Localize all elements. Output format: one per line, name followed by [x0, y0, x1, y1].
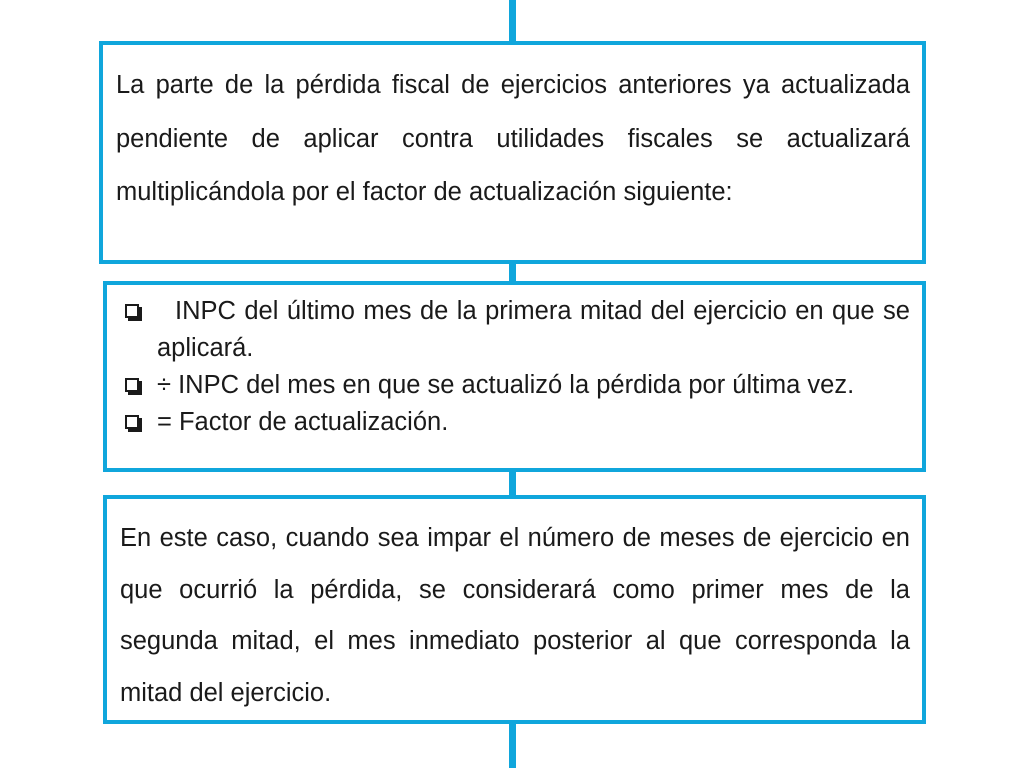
list-item-label: INPC del último mes de la primera mitad del ejercicio en que se aplicará. — [157, 297, 910, 362]
text-box-formula — [103, 281, 926, 472]
text-box-odd-months — [103, 495, 926, 724]
list-item — [119, 293, 910, 367]
connector-line-top — [509, 0, 516, 42]
list-item-label: = Factor de actualización. — [157, 408, 449, 436]
text-box-rule — [99, 41, 926, 264]
rule-paragraph: La parte de la pérdida fiscal de ejercicios anteriores ya actualizada pendiente de aplicar contra utilidades fiscales se actualizará multiplicándola por el factor de actualización siguiente: — [116, 71, 910, 206]
hollow-square-bullet-icon — [125, 304, 139, 318]
hollow-square-bullet-icon — [125, 378, 139, 392]
list-item — [119, 404, 910, 441]
list-item-label: ÷ INPC del mes en que se actualizó la pérdida por última vez. — [157, 371, 855, 399]
list-item — [119, 367, 910, 404]
hollow-square-bullet-icon — [125, 415, 139, 429]
connector-line-2 — [509, 470, 516, 498]
connector-line-bottom — [509, 722, 516, 768]
formula-list — [119, 293, 910, 441]
odd-months-paragraph: En este caso, cuando sea impar el número de meses de ejercicio en que ocurrió la pérdida, se considerará como primer mes de la segunda mitad, el mes inmediato posterior al que corresponda la mitad del ejercicio. — [120, 524, 910, 707]
